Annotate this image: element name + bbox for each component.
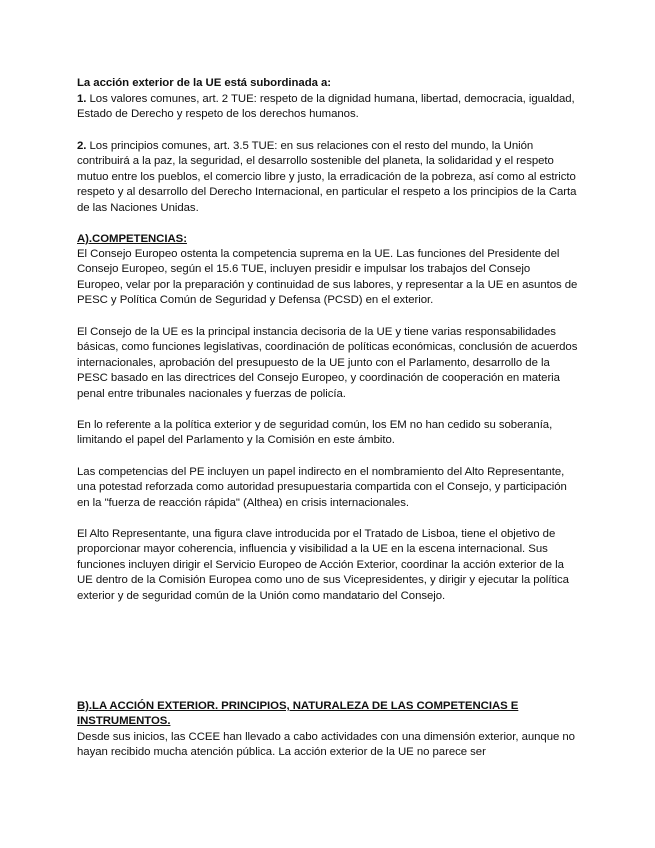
intro-title: La acción exterior de la UE está subordinada a:: [77, 77, 332, 89]
intro-item-2: [77, 139, 579, 216]
section-a-paragraph-3: En lo referente a la política exterior y de seguridad común, los EM no han cedido su soberanía, limitando el papel del Parlamento y la Comisión en este ámbito.: [77, 419, 553, 447]
item-2-number: 2.: [77, 140, 87, 152]
section-b-paragraph-1: Desde sus inicios, las CCEE han llevado a cabo actividades con una dimensión exterior, aunque no hayan recibido mucha atención pública. La acción exterior de la UE no parece ser: [77, 731, 575, 759]
section-a-heading: A).COMPETENCIAS:: [77, 233, 187, 245]
item-1-text: Los valores comunes, art. 2 TUE: respeto de la dignidad humana, libertad, democracia, igualdad, Estado de Derecho y respeto de los derechos humanos.: [77, 93, 575, 121]
section-a-paragraph-2: El Consejo de la UE es la principal instancia decisoria de la UE y tiene varias responsabilidades básicas, como funciones legislativas, coordinación de políticas económicas, conclusión de acuerdos internacionales, aprobación del presupuesto de la UE junto con el Parlamento, desarrollo de la PESC basado en las directrices del Consejo Europeo, y coordinación de cooperación en materia penal entre tribunales nacionales y fuerzas de policía.: [77, 326, 578, 400]
section-a-paragraph-4: Las competencias del PE incluyen un papel indirecto en el nombramiento del Alto Representante, una potestad reforzada como autoridad presupuestaria compartida con el Consejo, y participación en la "fuerza de reacción rápida" (Althea) en crisis internacionales.: [77, 466, 567, 509]
item-2-text: Los principios comunes, art. 3.5 TUE: en sus relaciones con el resto del mundo, la Unión contribuirá a la paz, la seguridad, el desarrollo sostenible del planeta, la solidaridad y el respeto mutuo entre los pueblos, el comercio libre y justo, la erradicación de la pobreza, así como al estricto respeto y al desarrollo del Derecho Internacional, en particular el respeto a los principios de la Carta de las Naciones Unidas.: [77, 140, 577, 214]
intro-item-1: [77, 92, 579, 123]
section-b-heading: B).LA ACCIÓN EXTERIOR. PRINCIPIOS, NATURALEZA DE LAS COMPETENCIAS E INSTRUMENTOS.: [77, 700, 519, 728]
section-a-paragraph-1: El Consejo Europeo ostenta la competencia suprema en la UE. Las funciones del Presidente del Consejo Europeo, según el 15.6 TUE, incluyen presidir e impulsar los trabajos del Consejo Europeo, velar por la preparación y continuidad de sus labores, y representar a la UE en asuntos de PESC y Política Común de Seguridad y Defensa (PCSD) en el exterior.: [77, 248, 578, 307]
item-1-number: 1.: [77, 93, 87, 105]
section-a-paragraph-5: El Alto Representante, una figura clave introducida por el Tratado de Lisboa, tiene el objetivo de proporcionar mayor coherencia, influencia y visibilidad a la UE en la escena internacional. Sus funciones incluyen dirigir el Servicio Europeo de Acción Exterior, coordinar la acción exterior de la UE dentro de la Comisión Europea como uno de sus Vicepresidentes, y dirigir y ejecutar la política exterior y de seguridad común de la Unión como mandatario del Consejo.: [77, 528, 569, 602]
